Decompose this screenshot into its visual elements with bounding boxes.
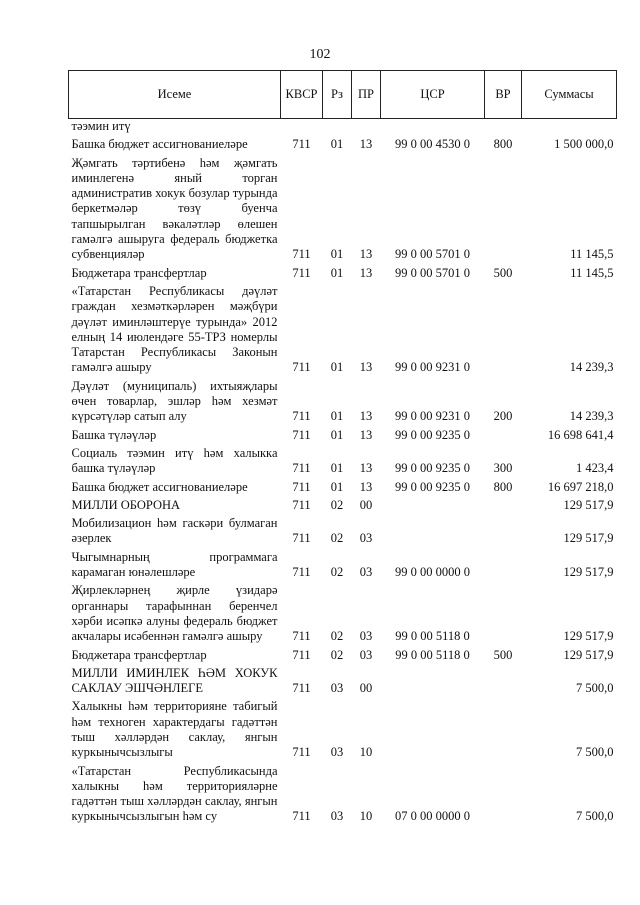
table-row: [69, 497, 617, 515]
cell-rz: [323, 119, 352, 137]
cell-name: Башка түләүләр: [71, 427, 157, 442]
cell-rz: 01: [330, 247, 344, 262]
cell-pr: 13: [359, 409, 373, 424]
header-kvsr: КВСР: [281, 71, 323, 119]
cell-kvsr: 711: [292, 479, 311, 494]
cell-kvsr: 711: [292, 681, 311, 696]
cell-pr: 13: [359, 360, 373, 375]
cell-name: «Татарстан Республикасы дәүләт граждан хезмәткәрләрен мәҗбүри дәүләт иминләштерүе турында» 2012 елның 14 июлендәге 55-ТРЗ номерлы Татарстан Республикасы Законын гамәлгә ашыру: [71, 283, 278, 375]
cell-vr: 800: [493, 137, 513, 152]
cell-pr: 13: [359, 427, 373, 442]
cell-sum: 16 697 218,0: [547, 479, 614, 494]
cell-sum: 11 145,5: [570, 247, 614, 262]
cell-csr: 99 0 00 5701 0: [395, 265, 470, 280]
cell-pr: 13: [359, 479, 373, 494]
cell-kvsr: 711: [292, 497, 311, 512]
cell-sum: 129 517,9: [563, 497, 614, 512]
cell-sum: 129 517,9: [563, 647, 614, 662]
cell-csr: [381, 665, 485, 699]
cell-vr: [485, 665, 522, 699]
cell-csr: 99 0 00 9231 0: [395, 360, 470, 375]
cell-vr: [485, 698, 522, 762]
cell-csr: 99 0 00 5701 0: [395, 247, 470, 262]
cell-pr: 10: [359, 809, 373, 824]
table-header-row: [69, 71, 617, 119]
cell-name: Халыкны һәм территорияне табигый һәм техноген характердагы гадәттән тыш хәлләрдән саклау, янгын куркынычсызлыгы: [71, 699, 278, 760]
cell-csr: [381, 119, 485, 137]
cell-pr: 03: [359, 647, 373, 662]
table-row: [69, 427, 617, 445]
cell-pr: 13: [359, 461, 373, 476]
budget-table: [68, 70, 617, 827]
cell-pr: [352, 119, 381, 137]
cell-sum: 11 145,5: [570, 265, 614, 280]
cell-rz: 01: [330, 137, 344, 152]
cell-csr: 99 0 00 4530 0: [395, 137, 470, 152]
cell-vr: 200: [493, 409, 513, 424]
cell-sum: 14 239,3: [569, 360, 614, 375]
table-row: [69, 647, 617, 665]
cell-rz: 01: [330, 265, 344, 280]
header-vr: ВР: [485, 71, 522, 119]
cell-vr: [485, 497, 522, 515]
cell-vr: [485, 283, 522, 378]
cell-pr: 13: [359, 247, 373, 262]
cell-vr: [485, 763, 522, 827]
cell-kvsr: 711: [292, 461, 311, 476]
cell-kvsr: 711: [292, 247, 311, 262]
cell-vr: 300: [493, 461, 513, 476]
table-row: [69, 283, 617, 378]
cell-sum: 129 517,9: [563, 629, 614, 644]
cell-name: Бюджетара трансфертлар: [71, 647, 207, 662]
table-row: [69, 763, 617, 827]
cell-sum: 7 500,0: [576, 745, 614, 760]
table-row: [69, 515, 617, 549]
cell-rz: 01: [330, 360, 344, 375]
header-csr: ЦСР: [381, 71, 485, 119]
cell-name: тәэмин итү: [71, 119, 131, 133]
cell-name: Җәмгать тәртибенә һәм җәмгать иминлегенә яный торган административ хокук бозулар турында беркетмәләр төзү буенча тапшырылган вәкаләтләр өлешен гамәлгә ашыруга федераль бюджетка субвенцияләр: [71, 155, 278, 262]
cell-sum: 129 517,9: [563, 531, 614, 546]
cell-kvsr: 711: [292, 745, 311, 760]
cell-vr: 500: [493, 647, 513, 662]
cell-rz: 03: [330, 681, 344, 696]
cell-csr: 99 0 00 9235 0: [395, 461, 470, 476]
cell-pr: 03: [359, 629, 373, 644]
cell-pr: 00: [359, 497, 373, 512]
table-row: [69, 155, 617, 265]
cell-sum: [522, 119, 617, 137]
cell-csr: 99 0 00 9235 0: [395, 479, 470, 494]
cell-pr: 03: [359, 531, 373, 546]
cell-pr: 10: [359, 745, 373, 760]
cell-kvsr: 711: [292, 647, 311, 662]
table-row: [69, 265, 617, 283]
cell-rz: 01: [330, 409, 344, 424]
table-row: [69, 698, 617, 762]
cell-name: Социаль тәэмин итү һәм халыкка башка түләүләр: [71, 445, 278, 476]
cell-rz: 03: [330, 809, 344, 824]
cell-name: Мобилизацион һәм гаскәри булмаган әзерлек: [71, 516, 278, 546]
cell-kvsr: 711: [292, 409, 311, 424]
cell-csr: 99 0 00 9231 0: [395, 409, 470, 424]
cell-rz: 02: [330, 629, 344, 644]
cell-csr: [381, 698, 485, 762]
cell-sum: 14 239,3: [569, 409, 614, 424]
cell-csr: 07 0 00 0000 0: [395, 809, 470, 824]
cell-vr: 800: [493, 479, 513, 494]
cell-csr: [381, 515, 485, 549]
table-row: [69, 549, 617, 583]
table-row: [69, 119, 617, 137]
cell-name: Чыгымнарның программага карамаган юнәлешләре: [71, 549, 278, 580]
cell-pr: 03: [359, 565, 373, 580]
cell-kvsr: 711: [292, 565, 311, 580]
cell-name: МИЛЛИ ОБОРОНА: [71, 497, 181, 512]
header-sum: Суммасы: [522, 71, 617, 119]
cell-name: Җирлекләрнең җирле үзидарә органнары тарафыннан беренчел хәрби исәпкә алуны федераль бюджет акчалары исәбеннән гамәлгә ашыру: [71, 583, 278, 644]
table-row: [69, 445, 617, 479]
cell-vr: [485, 515, 522, 549]
table-row: [69, 136, 617, 154]
cell-csr: 99 0 00 9235 0: [395, 427, 470, 442]
table-body: [69, 119, 617, 827]
cell-rz: 03: [330, 745, 344, 760]
table-row: [69, 378, 617, 427]
table-row: [69, 582, 617, 646]
cell-pr: 13: [359, 265, 373, 280]
cell-kvsr: 711: [292, 265, 311, 280]
cell-sum: 1 423,4: [576, 461, 614, 476]
cell-vr: [485, 155, 522, 265]
cell-csr: 99 0 00 0000 0: [395, 565, 470, 580]
cell-rz: 02: [330, 647, 344, 662]
cell-kvsr: 711: [292, 360, 311, 375]
table-row: [69, 479, 617, 497]
cell-name: Дәүләт (муниципаль) ихтыяҗлары өчен товарлар, эшләр һәм хезмәт күрсәтүләр сатып алу: [71, 378, 278, 424]
cell-name: Башка бюджет ассигнованиеләре: [71, 479, 248, 494]
cell-sum: 1 500 000,0: [554, 137, 614, 152]
header-pr: ПР: [352, 71, 381, 119]
cell-sum: 16 698 641,4: [547, 427, 614, 442]
header-name: Исеме: [69, 71, 281, 119]
cell-rz: 02: [330, 531, 344, 546]
cell-pr: 00: [359, 681, 373, 696]
cell-csr: 99 0 00 5118 0: [395, 629, 470, 644]
cell-kvsr: 711: [292, 629, 311, 644]
cell-name: «Татарстан Республикасында халыкны һәм территорияләрне гадәттән тыш хәлләрдән саклау, янгын куркынычсызлыгын һәм су: [71, 763, 278, 824]
cell-kvsr: 711: [292, 809, 311, 824]
cell-rz: 01: [330, 479, 344, 494]
cell-name: Бюджетара трансфертлар: [71, 265, 207, 280]
cell-csr: 99 0 00 5118 0: [395, 647, 470, 662]
cell-vr: [485, 427, 522, 445]
cell-rz: 02: [330, 497, 344, 512]
cell-vr: [485, 549, 522, 583]
cell-sum: 129 517,9: [563, 565, 614, 580]
cell-sum: 7 500,0: [576, 681, 614, 696]
cell-csr: [381, 497, 485, 515]
cell-name: МИЛЛИ ИМИНЛЕК ҺӘМ ХОКУК САКЛАУ ЭШЧӘНЛЕГЕ: [71, 665, 278, 696]
cell-rz: 02: [330, 565, 344, 580]
header-rz: Рз: [323, 71, 352, 119]
cell-sum: 7 500,0: [576, 809, 614, 824]
cell-kvsr: 711: [292, 137, 311, 152]
cell-vr: 500: [493, 265, 513, 280]
cell-name: Башка бюджет ассигнованиеләре: [71, 137, 248, 152]
cell-rz: 01: [330, 427, 344, 442]
page-number: 102: [309, 47, 331, 62]
cell-kvsr: 711: [292, 427, 311, 442]
cell-vr: [485, 582, 522, 646]
cell-rz: 01: [330, 461, 344, 476]
cell-kvsr: 711: [292, 531, 311, 546]
table-row: [69, 665, 617, 699]
cell-kvsr: [281, 119, 323, 137]
cell-pr: 13: [359, 137, 373, 152]
cell-vr: [485, 119, 522, 137]
